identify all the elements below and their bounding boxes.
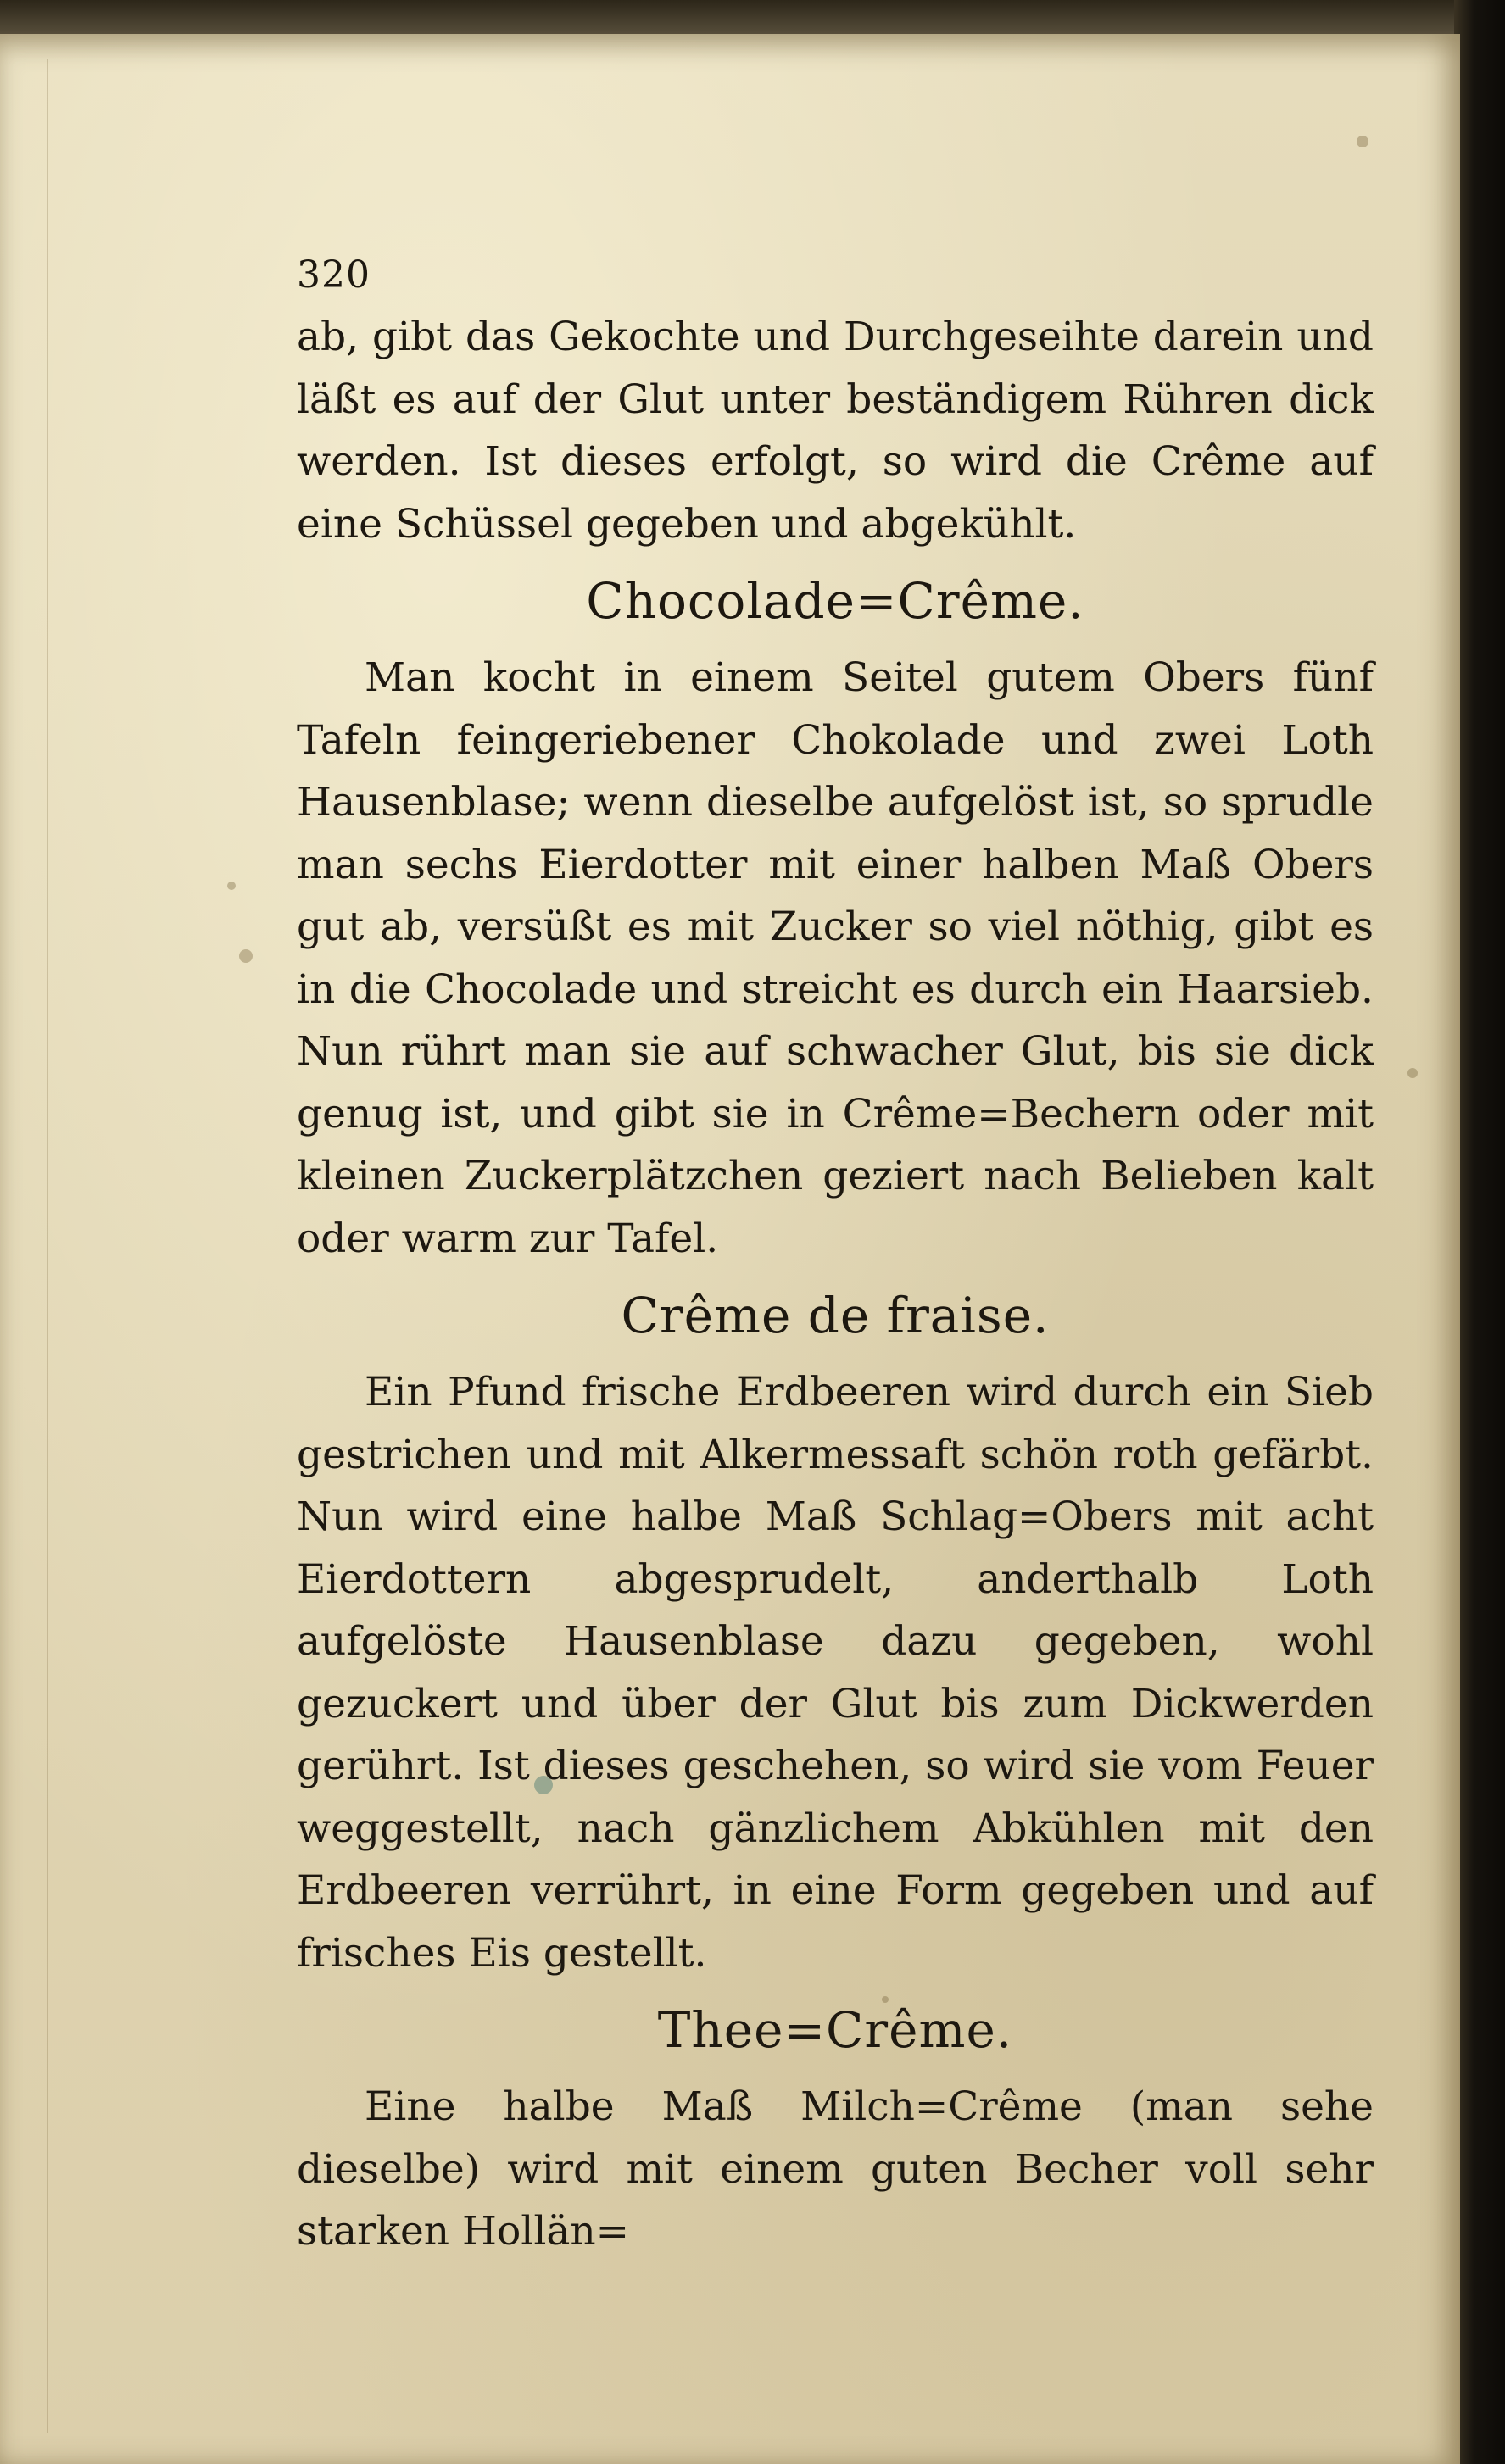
scan-edge-right [1454, 0, 1505, 2464]
foxing-spot [227, 882, 236, 890]
recipe-chocolade-creme [297, 567, 1374, 1270]
foxing-spot [1407, 1068, 1418, 1078]
page-content [297, 250, 1374, 2263]
recipe-title: Chocolade=Crême. [586, 572, 1084, 630]
continuation-paragraph: ab, gibt das Gekochte und Durchgeseihte darein und läßt es auf der Glut unter beständigem Rühren dick werden. Ist dieses erfolgt, so wird die Crême auf eine Schüssel gegeben und abgekühlt. [297, 314, 1374, 548]
book-page [0, 34, 1460, 2464]
recipe-title: Crême de fraise. [621, 1287, 1050, 1344]
recipe-title: Thee=Crême. [657, 2001, 1013, 2059]
recipe-text: Ein Pfund frische Erdbeeren wird durch ein Sieb gestrichen und mit Alkermessaft schön roth gefärbt. Nun wird eine halbe Maß Schlag=Obers mit acht Eierdottern abgesprudelt, anderthalb Loth aufgelöste Hausenblase dazu gegeben, wohl gezuckert und über der Glut bis zum Dickwerden gerührt. Ist dieses geschehen, so wird sie vom Feuer weggestellt, nach gänzlichem Abkühlen mit den Erdbeeren verrührt, in eine Form gegeben und auf frisches Eis gestellt. [297, 1369, 1374, 1977]
recipe-text: Man kocht in einem Seitel gutem Obers fünf Tafeln feingeriebener Chokolade und zwei Loth Hausenblase; wenn dieselbe aufgelöst ist, so sprudle man sechs Eierdotter mit einer halben Maß Obers gut ab, versüßt es mit Zucker so viel nöthig, gibt es in die Chocolade und streicht es durch ein Haarsieb. Nun rührt man sie auf schwacher Glut, bis sie dick genug ist, und gibt sie in Crême=Bechern oder mit kleinen Zuckerplätzchen geziert nach Belieben kalt oder warm zur Tafel. [297, 654, 1374, 1262]
recipe-thee-creme [297, 1996, 1374, 2263]
page-number: 320 [297, 253, 371, 297]
foxing-spot [1357, 136, 1368, 147]
recipe-creme-de-fraise [297, 1282, 1374, 1984]
recipe-text: Eine halbe Maß Milch=Crême (man sehe dieselbe) wird mit einem guten Becher voll sehr starken Hollän= [297, 2083, 1374, 2255]
foxing-spot [239, 949, 253, 963]
